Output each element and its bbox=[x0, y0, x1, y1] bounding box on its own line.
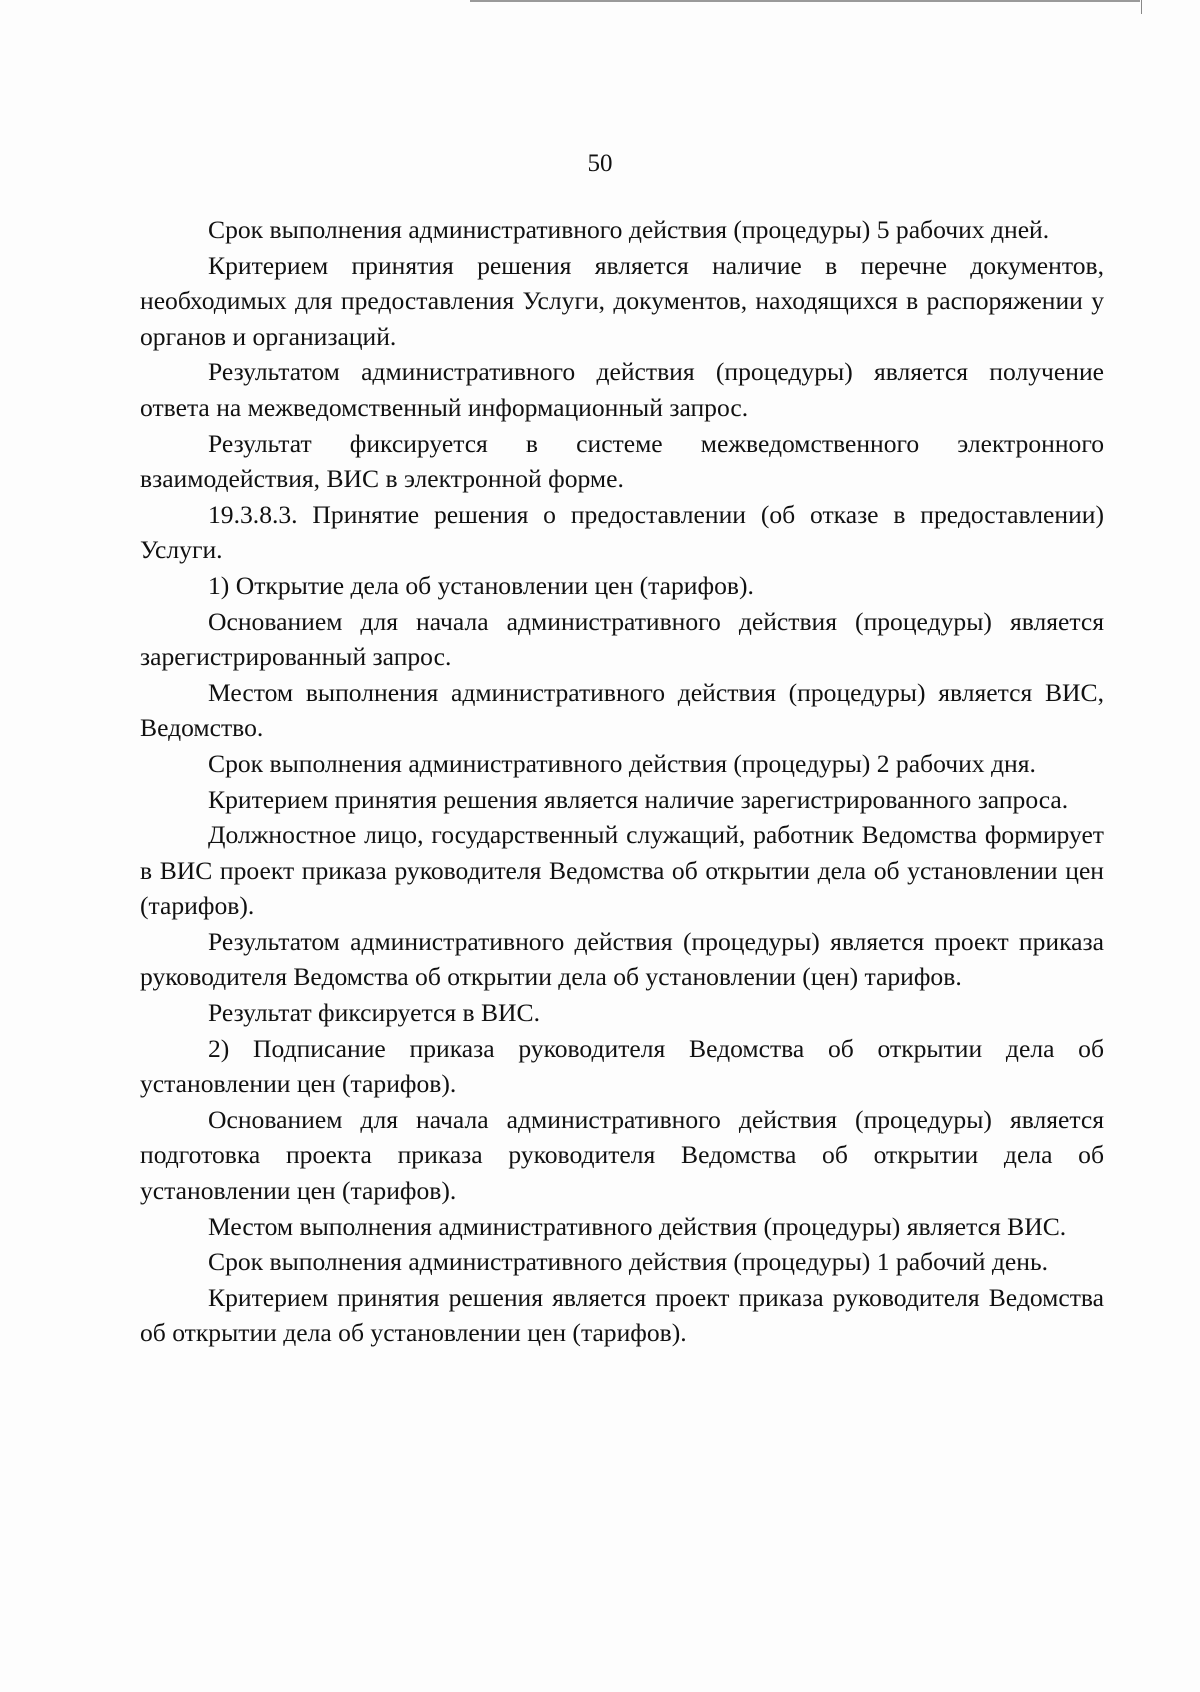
paragraph: Критерием принятия решения является наличие в перечне документов, необходимых для предоставления Услуги, документов, находящихся в распоряжении у органов и организаций. bbox=[140, 250, 1104, 351]
paragraph: Местом выполнения административного действия (процедуры) является ВИС, Ведомство. bbox=[140, 677, 1104, 743]
paragraph: Результатом административного действия (процедуры) является получение ответа на межведомственный информационный запрос. bbox=[140, 357, 1104, 422]
paragraph: Срок выполнения административного действия (процедуры) 5 рабочих дней. bbox=[208, 215, 1050, 244]
paragraph: Результат фиксируется в ВИС. bbox=[208, 998, 541, 1028]
scan-edge-mark bbox=[1141, 0, 1142, 14]
paragraph: Критерием принятия решения является наличие зарегистрированного запроса. bbox=[208, 784, 1069, 814]
paragraph: 2) Подписание приказа руководителя Ведомства об открытии дела об установлении цен (тарифов). bbox=[140, 1033, 1104, 1099]
paragraph: Критерием принятия решения является проект приказа руководителя Ведомства об открытии дела об установлении цен (тарифов). bbox=[140, 1282, 1104, 1348]
paragraph: Результат фиксируется в системе межведомственного электронного взаимодействия, ВИС в электронной форме. bbox=[140, 428, 1104, 494]
paragraph: 1) Открытие дела об установлении цен (тарифов). bbox=[208, 570, 754, 600]
paragraph: Срок выполнения административного действия (процедуры) 2 рабочих дня. bbox=[208, 748, 1036, 778]
paragraph: Местом выполнения административного действия (процедуры) является ВИС. bbox=[208, 1211, 1067, 1241]
paragraph: Срок выполнения административного действия (процедуры) 1 рабочий день. bbox=[208, 1247, 1049, 1277]
paragraph: Результатом административного действия (процедуры) является проект приказа руководителя Ведомства об открытии дела об установлении (цен) тарифов. bbox=[140, 926, 1104, 992]
document-body bbox=[140, 212, 1104, 1351]
paragraph: Должностное лицо, государственный служащий, работник Ведомства формирует в ВИС проект приказа руководителя Ведомства об открытии дела об установлении цен (тарифов). bbox=[140, 820, 1104, 921]
paragraph: Основанием для начала административного действия (процедуры) является подготовка проекта приказа руководителя Ведомства об открытии дела об установлении цен (тарифов). bbox=[140, 1104, 1104, 1206]
paragraph: 19.3.8.3. Принятие решения о предоставлении (об отказе в предоставлении) Услуги. bbox=[140, 499, 1104, 565]
page-number: 50 bbox=[587, 150, 613, 177]
scan-edge-line bbox=[470, 0, 1140, 2]
paragraph: Основанием для начала административного действия (процедуры) является зарегистрированный запрос. bbox=[140, 606, 1104, 672]
